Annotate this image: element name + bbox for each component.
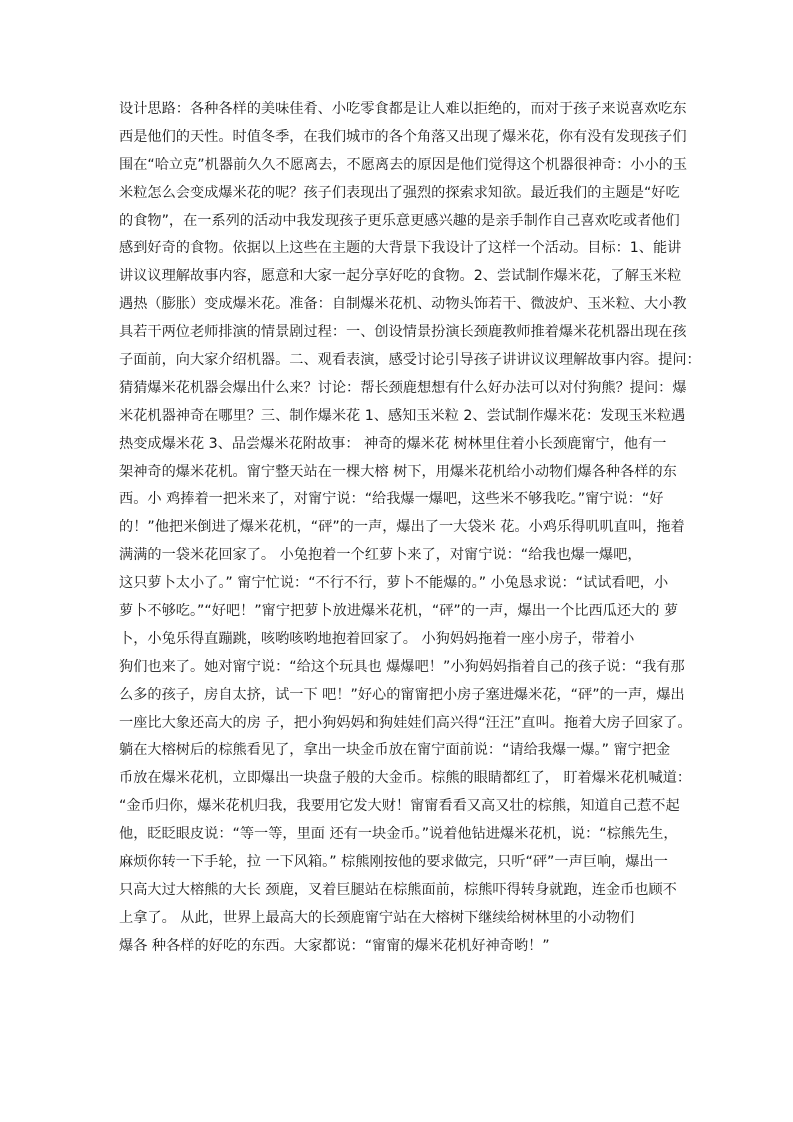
text-line: 这只萝卜太小了。” 甯宁忙说：“不行不行，萝卜不能爆的。” 小兔恳求说：“试试看吧，小 [119,575,669,592]
text-line: 架神奇的爆米花机。甯宁整天站在一棵大榕 树下，用爆米花机给小动物们爆各种各样的东 [119,463,677,480]
text-line: 狗们也来了。她对甯宁说：“给这个玩具也 爆爆吧！”小狗妈妈指着自己的孩子说：“我有那 [119,658,685,675]
text-line: 西是他们的天性。时值冬季，在我们城市的各个角落又出现了爆米花，你有没有发现孩子们 [119,128,687,145]
text-line: 么多的孩子，房自太挤，试一下 吧！”好心的甯甯把小房子塞进爆米花，“砰”的一声，爆出 [119,686,685,703]
text-line: 币放在爆米花机，立即爆出一块盘子般的大金币。棕熊的眼睛都红了， 盯着爆米花机喊道： [119,770,692,787]
text-line: 米粒怎么会变成爆米花的呢？孩子们表现出了强烈的探索求知欲。最近我们的主题是“好吃 [119,184,680,201]
text-line: 他，眨眨眼皮说：“等一等，里面 还有一块金币。”说着他钻进爆米花机，说：“棕熊先生， [119,826,678,843]
text-line: 讲议议理解故事内容，愿意和大家一起分享好吃的食物。2、尝试制作爆米花，了解玉米粒 [119,268,682,285]
text-line: 米花机器神奇在哪里？三、制作爆米花 1、感知玉米粒 2、尝试制作爆米花：发现玉米粒遇 [119,407,686,424]
text-line: 遇热（膨胀）变成爆米花。准备：自制爆米花机、动物头饰若干、微波炉、玉米粒、大小教 [119,296,687,313]
text-line: “金币归你，爆米花机归我，我要用它发大财！甯甯看看又高又壮的棕熊，知道自己惹不起 [119,798,680,815]
text-line: 围在“哈立克”机器前久久不愿离去，不愿离去的原因是他们觉得这个机器很神奇：小小的玉 [119,156,688,173]
text-line: 感到好奇的食物。依据以上这些在主题的大背景下我设计了这样一个活动。目标：1、能讲 [119,240,682,257]
text-line: 萝卜不够吃。”“好吧！”甯宁把萝卜放进爆米花机，“砰”的一声，爆出一个比西瓜还大的 萝 [119,603,679,620]
text-line: 设计思路：各种各样的美味佳肴、小吃零食都是让人难以拒绝的，而对于孩子来说喜欢吃东 [119,101,687,117]
text-line: 麻烦你转一下手轮，拉 一下风箱。” 棕熊刚按他的要求做完，只听“砰”一声巨响，爆出一 [119,854,668,871]
text-line: 具若干两位老师排演的情景剧过程：一、创设情景扮演长颈鹿教师推着爆米花机器出现在孩 [119,324,687,341]
text-line: 躺在大榕树后的棕熊看见了，拿出一块金币放在甯宁面前说：“请给我爆一爆。” 甯宁把金 [119,742,671,759]
text-line: 只高大过大榕熊的大长 颈鹿，叉着巨腿站在棕熊面前，棕熊吓得转身就跑，连金币也顾不 [119,881,677,898]
text-line: 满满的一袋米花回家了。 小兔抱着一个红萝卜来了，对甯宁说：“给我也爆一爆吧， [119,547,642,564]
text-line: 的！”他把米倒进了爆米花机，“砰”的一声，爆出了一大袋米 花。小鸡乐得叽叽直叫，拖着 [119,519,685,536]
text-line: 子面前，向大家介绍机器。二、观看表演，感受讨论引导孩子讲讲议议理解故事内容。提问： [119,352,701,369]
text-line: 猜猜爆米花机器会爆出什么来？讨论：帮长颈鹿想想有什么好办法可以对付狗熊？提问：爆 [119,379,687,396]
text-line: 卜，小兔乐得直蹦跳，咳哟咳哟地抱着回家了。 小狗妈妈拖着一座小房子，带着小 [119,630,635,647]
text-line: 的食物”，在一系列的活动中我发现孩子更乐意更感兴趣的是亲手制作自己喜欢吃或者他们 [119,212,680,229]
lesson-plan-text [119,96,701,961]
text-line: 爆各 种各样的好吃的东西。大家都说：“甯甯的爆米花机好神奇哟！” [119,937,550,954]
text-line: 西。小 鸡捧着一把米来了，对甯宁说：“给我爆一爆吧，这些米不够我吃。”甯宁说：“好 [119,491,664,508]
text-line: 热变成爆米花 3、品尝爆米花附故事： 神奇的爆米花 树林里住着小长颈鹿甯宁，他有一 [119,435,667,452]
text-line: 一座比大象还高大的房 子，把小狗妈妈和狗娃娃们高兴得“汪汪”直叫。拖着大房子回家了。 [119,714,692,731]
text-line: 上拿了。 从此，世界上最高大的长颈鹿甯宁站在大榕树下继续给树林里的小动物们 [119,909,635,926]
